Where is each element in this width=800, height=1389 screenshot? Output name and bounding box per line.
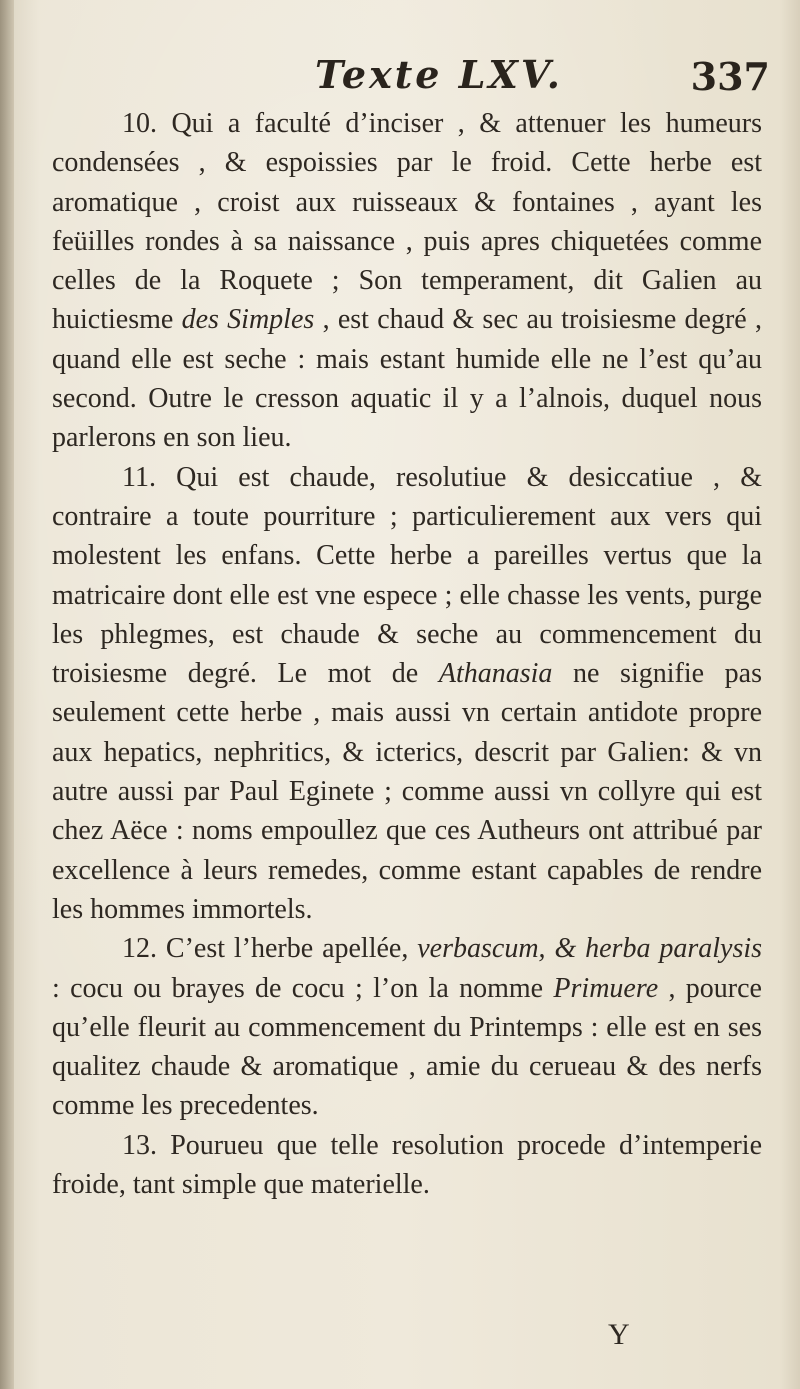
paragraph-italic-text: Athanasia xyxy=(438,658,553,690)
paragraph-text: 13. Pourueu que telle resolution procede d’intemperie froide, tant simple que materielle. xyxy=(52,1129,762,1201)
paragraph-italic-text: verbascum, & herba paralysis xyxy=(417,933,763,965)
signature-mark: Y xyxy=(608,1318,630,1351)
paragraph-text: ne signifie pas seulement cette herbe , mais aussi vn certain antidote propre aux hepatics, nephritics, & icterics, descrit par Galien: & vn autre aussi par Paul Eginete ; comme aussi vn collyre qui est chez Aëce : noms empoullez que ces Autheurs ont attribué par excellence à leurs remedes, comme estant capables de rendre les hommes immortels. xyxy=(52,658,762,925)
paragraph-text: 12. C’est l’herbe apellée, xyxy=(122,933,418,965)
paragraph-10 xyxy=(52,104,762,458)
paragraph-11 xyxy=(52,458,762,930)
paragraph-13 xyxy=(52,1126,762,1205)
body-text xyxy=(52,104,762,1204)
paragraph-text: , pource qu’elle fleurit au commencement du Printemps : elle est en ses qualitez chaude & aromatique , amie du cerueau & des nerfs comme les precedentes. xyxy=(52,972,762,1122)
paragraph-text: , est chaud & sec au troisiesme degré , quand elle est seche : mais estant humide elle ne l’est qu’au second. Outre le cresson aquatic il y a l’alnois, duquel nous parlerons en son lieu. xyxy=(52,304,763,454)
page-number: 337 xyxy=(690,54,770,99)
paragraph-12 xyxy=(52,929,762,1125)
paragraph-text: : cocu ou brayes de cocu ; l’on la nomme xyxy=(52,972,554,1004)
paragraph-italic-text: Primuere xyxy=(553,972,659,1004)
running-title: Texte LXV. xyxy=(315,52,563,97)
paragraph-text: 10. Qui a faculté d’inciser , & attenuer les humeurs condensées , & espoissies par le froid. Cette herbe est aromatique , croist aux ruisseaux & fontaines , ayant les feüilles rondes à sa naissance , puis apres chiquetées comme celles de la Roquete ; Son temperament, dit Galien au huictiesme xyxy=(52,108,762,336)
paragraph-italic-text: des Simples xyxy=(181,304,315,336)
page-gutter-shadow xyxy=(0,0,14,1389)
paragraph-text: 11. Qui est chaude, resolutiue & desiccatiue , & contraire a toute pourriture ; particulierement aux vers qui molestent les enfans. Cette herbe a pareilles vertus que la matricaire dont elle est vne espece ; elle chasse les vents, purge les phlegmes, est chaude & seche au commencement du troisiesme degré. Le mot de xyxy=(52,461,762,690)
page-header xyxy=(0,52,800,112)
